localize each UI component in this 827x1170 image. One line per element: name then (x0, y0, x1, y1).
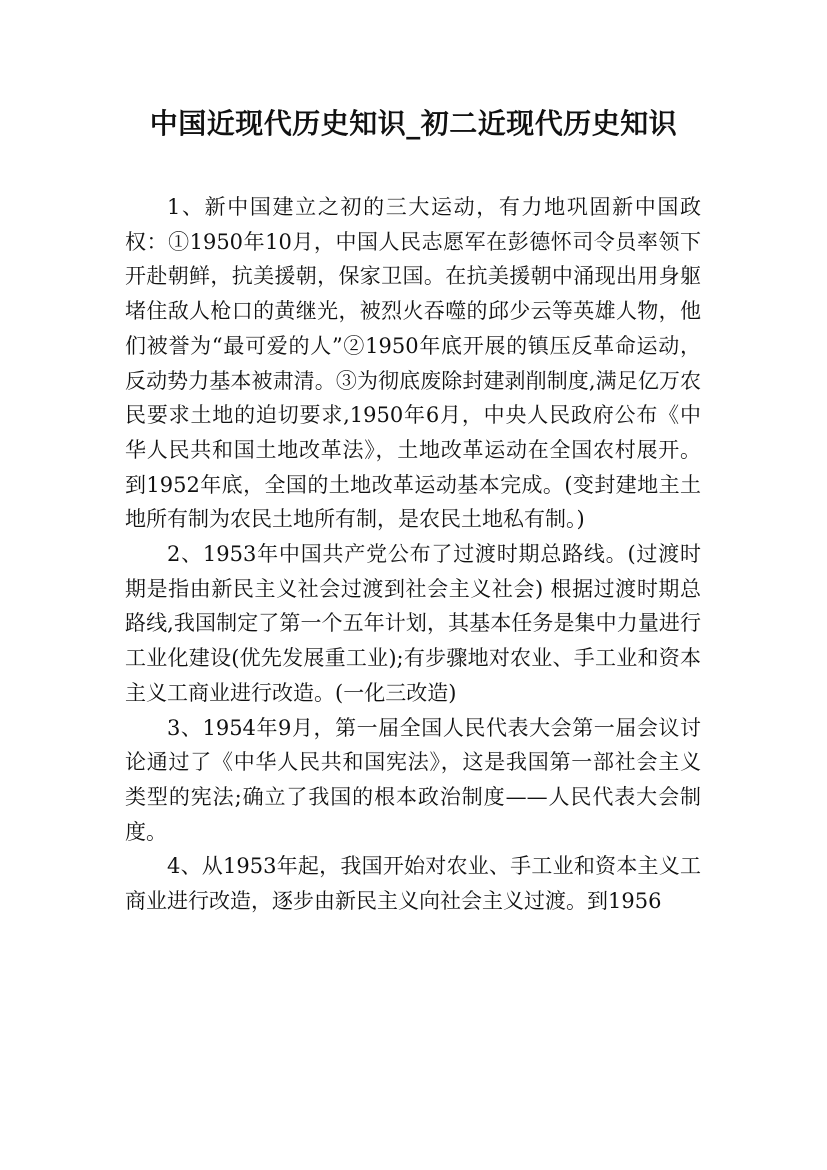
document-body (125, 190, 701, 919)
paragraph-3: 3、1954年9月，第一届全国人民代表大会第一届会议讨论通过了《中华人民共和国宪法》，这是我国第一部社会主义类型的宪法;确立了我国的根本政治制度——人民代表大会制度。 (125, 715, 701, 844)
paragraph-4: 4、从1953年起，我国开始对农业、手工业和资本主义工商业进行改造，逐步由新民主义向社会主义过渡。到1956 (125, 854, 701, 914)
paragraph-2: 2、1953年中国共产党公布了过渡时期总路线。(过渡时期是指由新民主义社会过渡到社会主义社会) 根据过渡时期总路线,我国制定了第一个五年计划，其基本任务是集中力量进行工业化建设(优先发展重工业);有步骤地对农业、手工业和资本主义工商业进行改造。(一化三改造) (125, 542, 701, 705)
document-title: 中国近现代历史知识_初二近现代历史知识 (149, 107, 678, 140)
paragraph-1: 1、新中国建立之初的三大运动，有力地巩固新中国政权：①1950年10月，中国人民志愿军在彭德怀司令员率领下开赴朝鲜，抗美援朝，保家卫国。在抗美援朝中涌现出用身躯堵住敌人枪口的黄继光，被烈火吞噬的邱少云等英雄人物，他们被誉为“最可爱的人”②1950年底开展的镇压反革命运动，反动势力基本被肃清。③为彻底废除封建剥削制度,满足亿万农民要求土地的迫切要求,1950年6月，中央人民政府公布《中华人民共和国土地改革法》，土地改革运动在全国农村展开。到1952年底，全国的土地改革运动基本完成。(变封建地主土地所有制为农民土地所有制，是农民土地私有制。) (125, 195, 701, 532)
